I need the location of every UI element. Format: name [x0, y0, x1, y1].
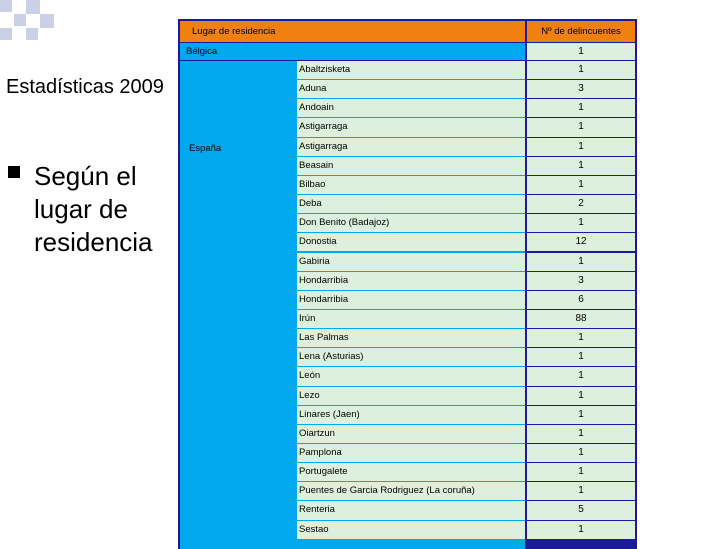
table-row-city: Irún — [297, 310, 525, 328]
table-row-city: Aduna — [297, 80, 525, 98]
table-row-city: Astigarraga — [297, 118, 525, 136]
table-row-city: Beasain — [297, 157, 525, 175]
table-row-count: 1 — [527, 406, 635, 424]
table-row-count: 1 — [527, 367, 635, 385]
table-row-count: 1 — [527, 214, 635, 232]
table-row-count: 2 — [527, 195, 635, 213]
table-row-count: 1 — [527, 482, 635, 500]
table-row-count: 1 — [527, 138, 635, 156]
table-row-count: 1 — [527, 329, 635, 347]
table-row-city: Hondarribia — [297, 272, 525, 290]
table-row-count: 88 — [527, 310, 635, 328]
bullet-text: Según el lugar de residencia — [34, 161, 153, 257]
corner-decoration — [0, 0, 60, 42]
table-row-count: 3 — [527, 80, 635, 98]
table-row-city: Andoain — [297, 99, 525, 117]
table-row-count: 1 — [527, 387, 635, 405]
table-row-city: Puentes de Garcia Rodriguez (La coruña) — [297, 482, 525, 500]
slide-title: Estadísticas 2009 — [6, 76, 164, 98]
country-belgica: Bélgica — [180, 43, 525, 60]
table-row-count: 5 — [527, 501, 635, 519]
table-row-count: 1 — [527, 176, 635, 194]
table-row-city: Bilbao — [297, 176, 525, 194]
table-row-count: 12 — [527, 233, 635, 251]
table-row-count: 1 — [527, 61, 635, 79]
table-row-city: Don Benito (Badajoz) — [297, 214, 525, 232]
table-row-city: Sestao — [297, 521, 525, 539]
table-row-city: Pamplona — [297, 444, 525, 462]
table-row-city: Donostia — [297, 233, 525, 251]
residence-table — [178, 19, 637, 549]
belgica-count: 1 — [527, 43, 635, 60]
table-row-city: León — [297, 367, 525, 385]
bullet-square-icon — [8, 166, 20, 178]
table-row-city: Lezo — [297, 387, 525, 405]
table-row-city: Gabiria — [297, 253, 525, 271]
table-row-city: Oiartzun — [297, 425, 525, 443]
table-row-count: 1 — [527, 157, 635, 175]
table-row-count: 1 — [527, 463, 635, 481]
table-row-count: 1 — [527, 444, 635, 462]
table-row-city: Deba — [297, 195, 525, 213]
table-row-city: Astigarraga — [297, 138, 525, 156]
table-row-count: 1 — [527, 118, 635, 136]
table-row-count: 1 — [527, 99, 635, 117]
table-row-city: Linares (Jaen) — [297, 406, 525, 424]
table-row-city: Hondarribia — [297, 291, 525, 309]
table-row-city: Renteria — [297, 501, 525, 519]
header-residence: Lugar de residencia — [180, 21, 525, 42]
table-row-city: Lena (Asturias) — [297, 348, 525, 366]
table-row-city: Las Palmas — [297, 329, 525, 347]
table-row-count: 1 — [527, 521, 635, 539]
table-row-city: Abaltzisketa — [297, 61, 525, 79]
table-row-count: 1 — [527, 425, 635, 443]
espana-label: España — [189, 143, 222, 154]
table-row-count: 1 — [527, 348, 635, 366]
table-row-count: 6 — [527, 291, 635, 309]
table-row-count: 1 — [527, 253, 635, 271]
table-row-city: Portugalete — [297, 463, 525, 481]
header-count: Nº de delincuentes — [527, 21, 635, 42]
table-row-count: 3 — [527, 272, 635, 290]
